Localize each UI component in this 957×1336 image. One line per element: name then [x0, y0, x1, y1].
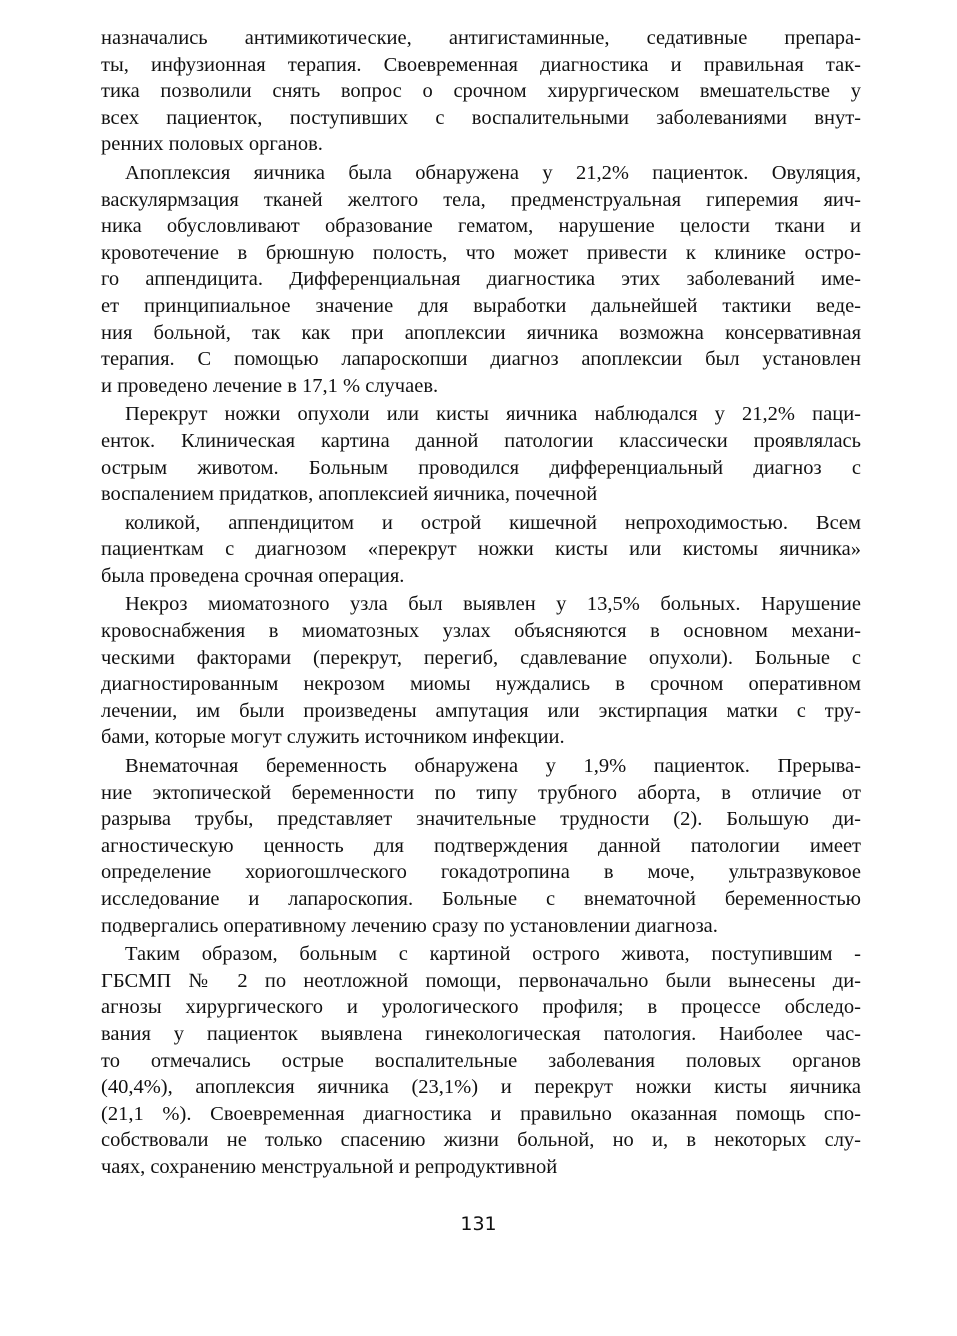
text-line: Апоплексия яичника была обнаружена у 21,2% пациенток. Овуляция, — [125, 161, 861, 184]
page-number: 131 — [460, 1213, 497, 1235]
text-line: кровоснабжения в миоматозных узлах объясняются в основном механи- — [101, 620, 861, 643]
text-line: Внематочная беременность обнаружена у 1,9% пациенток. Прерыва- — [125, 755, 861, 778]
text-line: Некроз миоматозного узла был выявлен у 13,5% больных. Нарушение — [125, 593, 861, 616]
text-line: ты, инфузионная терапия. Своевременная диагностика и правильная так- — [101, 53, 861, 76]
text-line: определение хориогошлческого гокадотропина в моче, ультразвуковое — [101, 861, 861, 884]
text-line: терапия. С помощью лапароскопши диагноз апоплексии был установлен — [101, 348, 861, 371]
paragraph — [101, 160, 861, 399]
paragraph — [101, 591, 861, 751]
text-line: ние эктопической беременности по типу трубного аборта, в отличие от — [101, 781, 861, 804]
text-line: и проведено лечение в 17,1 % случаев. — [101, 374, 439, 397]
text-line: ния больной, так как при апоплексии яичника возможна консервативная — [101, 321, 861, 344]
text-line: Перекрут ножки опухоли или кисты яичника наблюдался у 21,2% паци- — [125, 403, 861, 426]
text-line: тика позволили снять вопрос о срочном хирургическом вмешательстве у — [101, 80, 861, 103]
text-line: агностическую ценность для подтверждения данной патологии имеет — [101, 834, 861, 857]
text-line: то отмечались острые воспалительные заболевания половых органов — [101, 1049, 861, 1072]
text-line: подвергались оперативному лечению сразу по установлении диагноза. — [101, 914, 718, 937]
text-line: была проведена срочная операция. — [101, 564, 405, 587]
text-line: (21,1 %). Своевременная диагностика и правильно оказанная помощь спо- — [101, 1102, 861, 1125]
paragraph — [101, 510, 861, 590]
text-line: пациенткам с диагнозом «перекрут ножки кисты или кистомы яичника» — [101, 538, 861, 561]
text-line: собствовали не только спасению жизни больной, но и, в некоторых слу- — [101, 1129, 861, 1152]
text-line: кровотечение в брюшную полость, что может привести к клинике остро- — [101, 241, 861, 264]
text-line: острым животом. Больным проводился дифференциальный диагноз с — [101, 456, 861, 479]
text-line: разрыва трубы, представляет значительные трудности (2). Большую ди- — [101, 808, 861, 831]
text-line: енток. Клиническая картина данной патологии классически проявлялась — [101, 429, 861, 452]
text-line: Таким образом, больным с картиной острого живота, поступившим - — [125, 943, 861, 966]
text-line: бами, которые могут служить источником инфекции. — [101, 726, 565, 749]
text-line: диагностированным некрозом миомы нуждались в срочном оперативном — [101, 673, 861, 696]
text-line: васкулярмзация тканей желтого тела, предменструальная гиперемия яич- — [101, 188, 861, 211]
text-line: вания у пациенток выявлена гинекологическая патология. Наиболее час- — [101, 1022, 861, 1045]
text-line: ренних половых органов. — [101, 133, 323, 156]
text-line: лечении, им были произведены ампутация или экстирпация матки с тру- — [101, 699, 861, 722]
text-line: го аппендицита. Дифференциальная диагностика этих заболеваний име- — [101, 268, 861, 291]
text-line: всех пациенток, поступивших с воспалительными заболеваниями внут- — [101, 106, 861, 129]
body-text — [101, 25, 861, 1183]
text-line: ет принципиальное значение для выработки дальнейшей тактики веде- — [101, 294, 861, 317]
paragraph — [101, 401, 861, 507]
text-line: воспалением придатков, апоплексией яичника, почечной — [101, 483, 598, 506]
paragraph — [101, 25, 861, 158]
text-line: назначались антимикотические, антигистаминные, седативные препара- — [101, 27, 861, 49]
text-line: ГБСМП № 2 по неотложной помощи, первоначально были вынесены ди- — [101, 969, 861, 992]
text-line: чаях, сохранению менструальной и репродуктивной — [101, 1155, 558, 1178]
paragraph — [101, 941, 861, 1180]
text-line: агнозы хирургического и урологического профиля; в процессе обследо- — [101, 996, 861, 1019]
text-line: (40,4%), апоплексия яичника (23,1%) и перекрут ножки кисты яичника — [101, 1076, 861, 1099]
text-line: коликой, аппендицитом и острой кишечной непроходимостью. Всем — [125, 511, 861, 534]
paragraph — [101, 753, 861, 939]
text-line: исследование и лапароскопия. Больные с внематочной беременностью — [101, 888, 861, 910]
text-line: ника обусловливают образование гематом, нарушение целости ткани и — [101, 215, 861, 238]
text-line: ческими факторами (перекрут, перегиб, сдавлевание опухоли). Больные с — [101, 646, 861, 669]
